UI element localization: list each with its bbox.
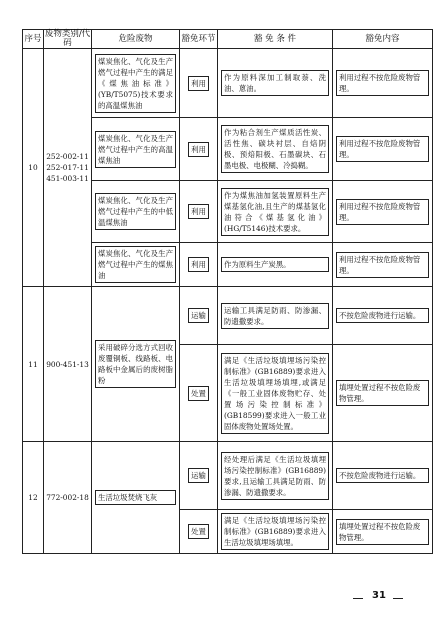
content-cell <box>333 181 433 243</box>
waste-cell <box>92 287 180 442</box>
stage-cell <box>180 345 218 442</box>
content-cell <box>333 243 433 287</box>
code-cell <box>44 287 92 442</box>
header-code: 废物类别/代码 <box>44 29 91 48</box>
stage-cell <box>180 49 218 118</box>
code-cell <box>44 442 92 554</box>
content-text: 利用过程不按危险废物管理。 <box>336 136 429 162</box>
condition-cell <box>218 181 333 243</box>
stage-text: 利用 <box>188 204 209 219</box>
condition-text: 作为原料生产炭黑。 <box>221 257 329 272</box>
stage-text: 运输 <box>188 468 209 483</box>
stage-cell <box>180 118 218 181</box>
waste-code: 252-002-11 <box>46 152 89 161</box>
waste-text: 生活垃圾焚烧飞灰 <box>95 490 176 505</box>
waste-cell <box>92 118 180 181</box>
condition-text: 满足《生活垃圾填埋场污染控制标准》(GB16889)要求进入生活垃圾填埋场填埋,或满足《一般工业固体废物贮存、处置场污染控制标准》(GB18599)要求进入一般工业固体废物处置场处置。 <box>221 353 329 434</box>
stage-text: 处置 <box>188 386 209 401</box>
stage-cell <box>180 181 218 243</box>
waste-cell <box>92 49 180 118</box>
waste-code: 900-451-13 <box>46 359 89 369</box>
waste-text: 煤炭焦化、气化及生产燃气过程中产生的高温煤焦油 <box>95 131 176 168</box>
header-stage: 豁免环节 <box>180 30 218 49</box>
condition-cell <box>218 345 333 442</box>
content-cell <box>333 345 433 442</box>
content-text: 填埋处置过程不按危险废物管理。 <box>336 519 429 545</box>
page-number-dash <box>353 598 363 599</box>
condition-cell <box>218 287 333 345</box>
content-text: 利用过程不按危险废物管理。 <box>336 252 429 278</box>
waste-text: 采用破碎分选方式回收废覆铜板、线路板、电路板中金属后的废树脂粉 <box>95 340 176 388</box>
waste-code: 772-002-18 <box>46 493 89 502</box>
content-text: 利用过程不按危险废物管理。 <box>336 199 429 225</box>
content-cell <box>333 118 433 181</box>
condition-cell <box>218 118 333 181</box>
content-text: 利用过程不按危险废物管理。 <box>336 70 429 96</box>
waste-text: 煤炭焦化、气化及生产燃气过程中产生的煤焦油 <box>95 246 176 283</box>
waste-text: 煤炭焦化、气化及生产燃气过程中产生的中低温煤焦油 <box>95 193 176 230</box>
condition-cell <box>218 442 333 510</box>
seq-cell: 11 <box>23 287 44 442</box>
condition-cell <box>218 243 333 287</box>
content-cell <box>333 442 433 510</box>
exemption-table <box>22 29 433 554</box>
seq-cell: 10 <box>23 49 44 287</box>
content-text: 填埋处置过程不按危险废物管理。 <box>336 380 429 406</box>
stage-text: 利用 <box>188 257 209 272</box>
seq-cell: 12 <box>23 442 44 554</box>
condition-text: 运输工具满足防雨、防渗漏、防遗撒要求。 <box>221 303 329 329</box>
content-cell <box>333 510 433 554</box>
condition-text: 作为原料深加工制取萘、洗油、蒽油。 <box>221 70 329 96</box>
table-header-row <box>23 30 433 49</box>
table-row <box>23 49 433 118</box>
header-waste: 危险废物 <box>92 30 180 49</box>
table-row <box>23 442 433 510</box>
stage-cell <box>180 287 218 345</box>
stage-text: 运输 <box>188 308 209 323</box>
stage-text: 处置 <box>188 524 209 539</box>
condition-text: 作为粘合剂生产煤质活性炭、活性焦、碳块衬层、自焙阴极、预焙阳极、石墨碳块、石墨电极、电极糊、冷捣糊。 <box>221 125 329 173</box>
content-cell <box>333 49 433 118</box>
stage-text: 利用 <box>188 76 209 91</box>
stage-cell <box>180 510 218 554</box>
waste-cell <box>92 181 180 243</box>
stage-cell <box>180 442 218 510</box>
waste-text: 煤炭焦化、气化及生产燃气过程中产生的满足《煤焦油标准》(YB/T5075)技术要求的高温煤焦油 <box>95 54 176 113</box>
page-number-dash <box>393 598 403 599</box>
header-condition: 豁 免 条 件 <box>218 30 333 49</box>
waste-cell <box>92 243 180 287</box>
page-number <box>353 590 413 606</box>
waste-code: 252-017-11 <box>46 163 89 172</box>
waste-cell <box>92 442 180 554</box>
waste-code: 451-003-11 <box>46 174 89 183</box>
condition-cell <box>218 49 333 118</box>
content-text: 不按危险废物进行运输。 <box>336 468 429 483</box>
table-row <box>23 287 433 345</box>
code-cell <box>44 49 92 287</box>
condition-cell <box>218 510 333 554</box>
condition-text: 满足《生活垃圾填埋场污染控制标准》(GB16889)要求进入生活垃圾填埋场填埋。 <box>221 513 329 550</box>
condition-text: 作为煤焦油加氢装置原料生产煤基氢化油,且生产的煤基氢化油符合《煤基氢化油》(HG/T5146)技术要求。 <box>221 188 329 236</box>
content-text: 不按危险废物进行运输。 <box>336 308 429 323</box>
page-number-text: 31 <box>372 590 386 601</box>
condition-text: 经处理后满足《生活垃圾填埋场污染控制标准》(GB16889)要求,且运输工具满足防雨、防渗漏、防遗撒要求。 <box>221 452 329 500</box>
content-cell <box>333 287 433 345</box>
header-content: 豁免内容 <box>333 30 433 49</box>
stage-cell <box>180 243 218 287</box>
header-seq: 序号 <box>23 30 44 49</box>
stage-text: 利用 <box>188 142 209 157</box>
